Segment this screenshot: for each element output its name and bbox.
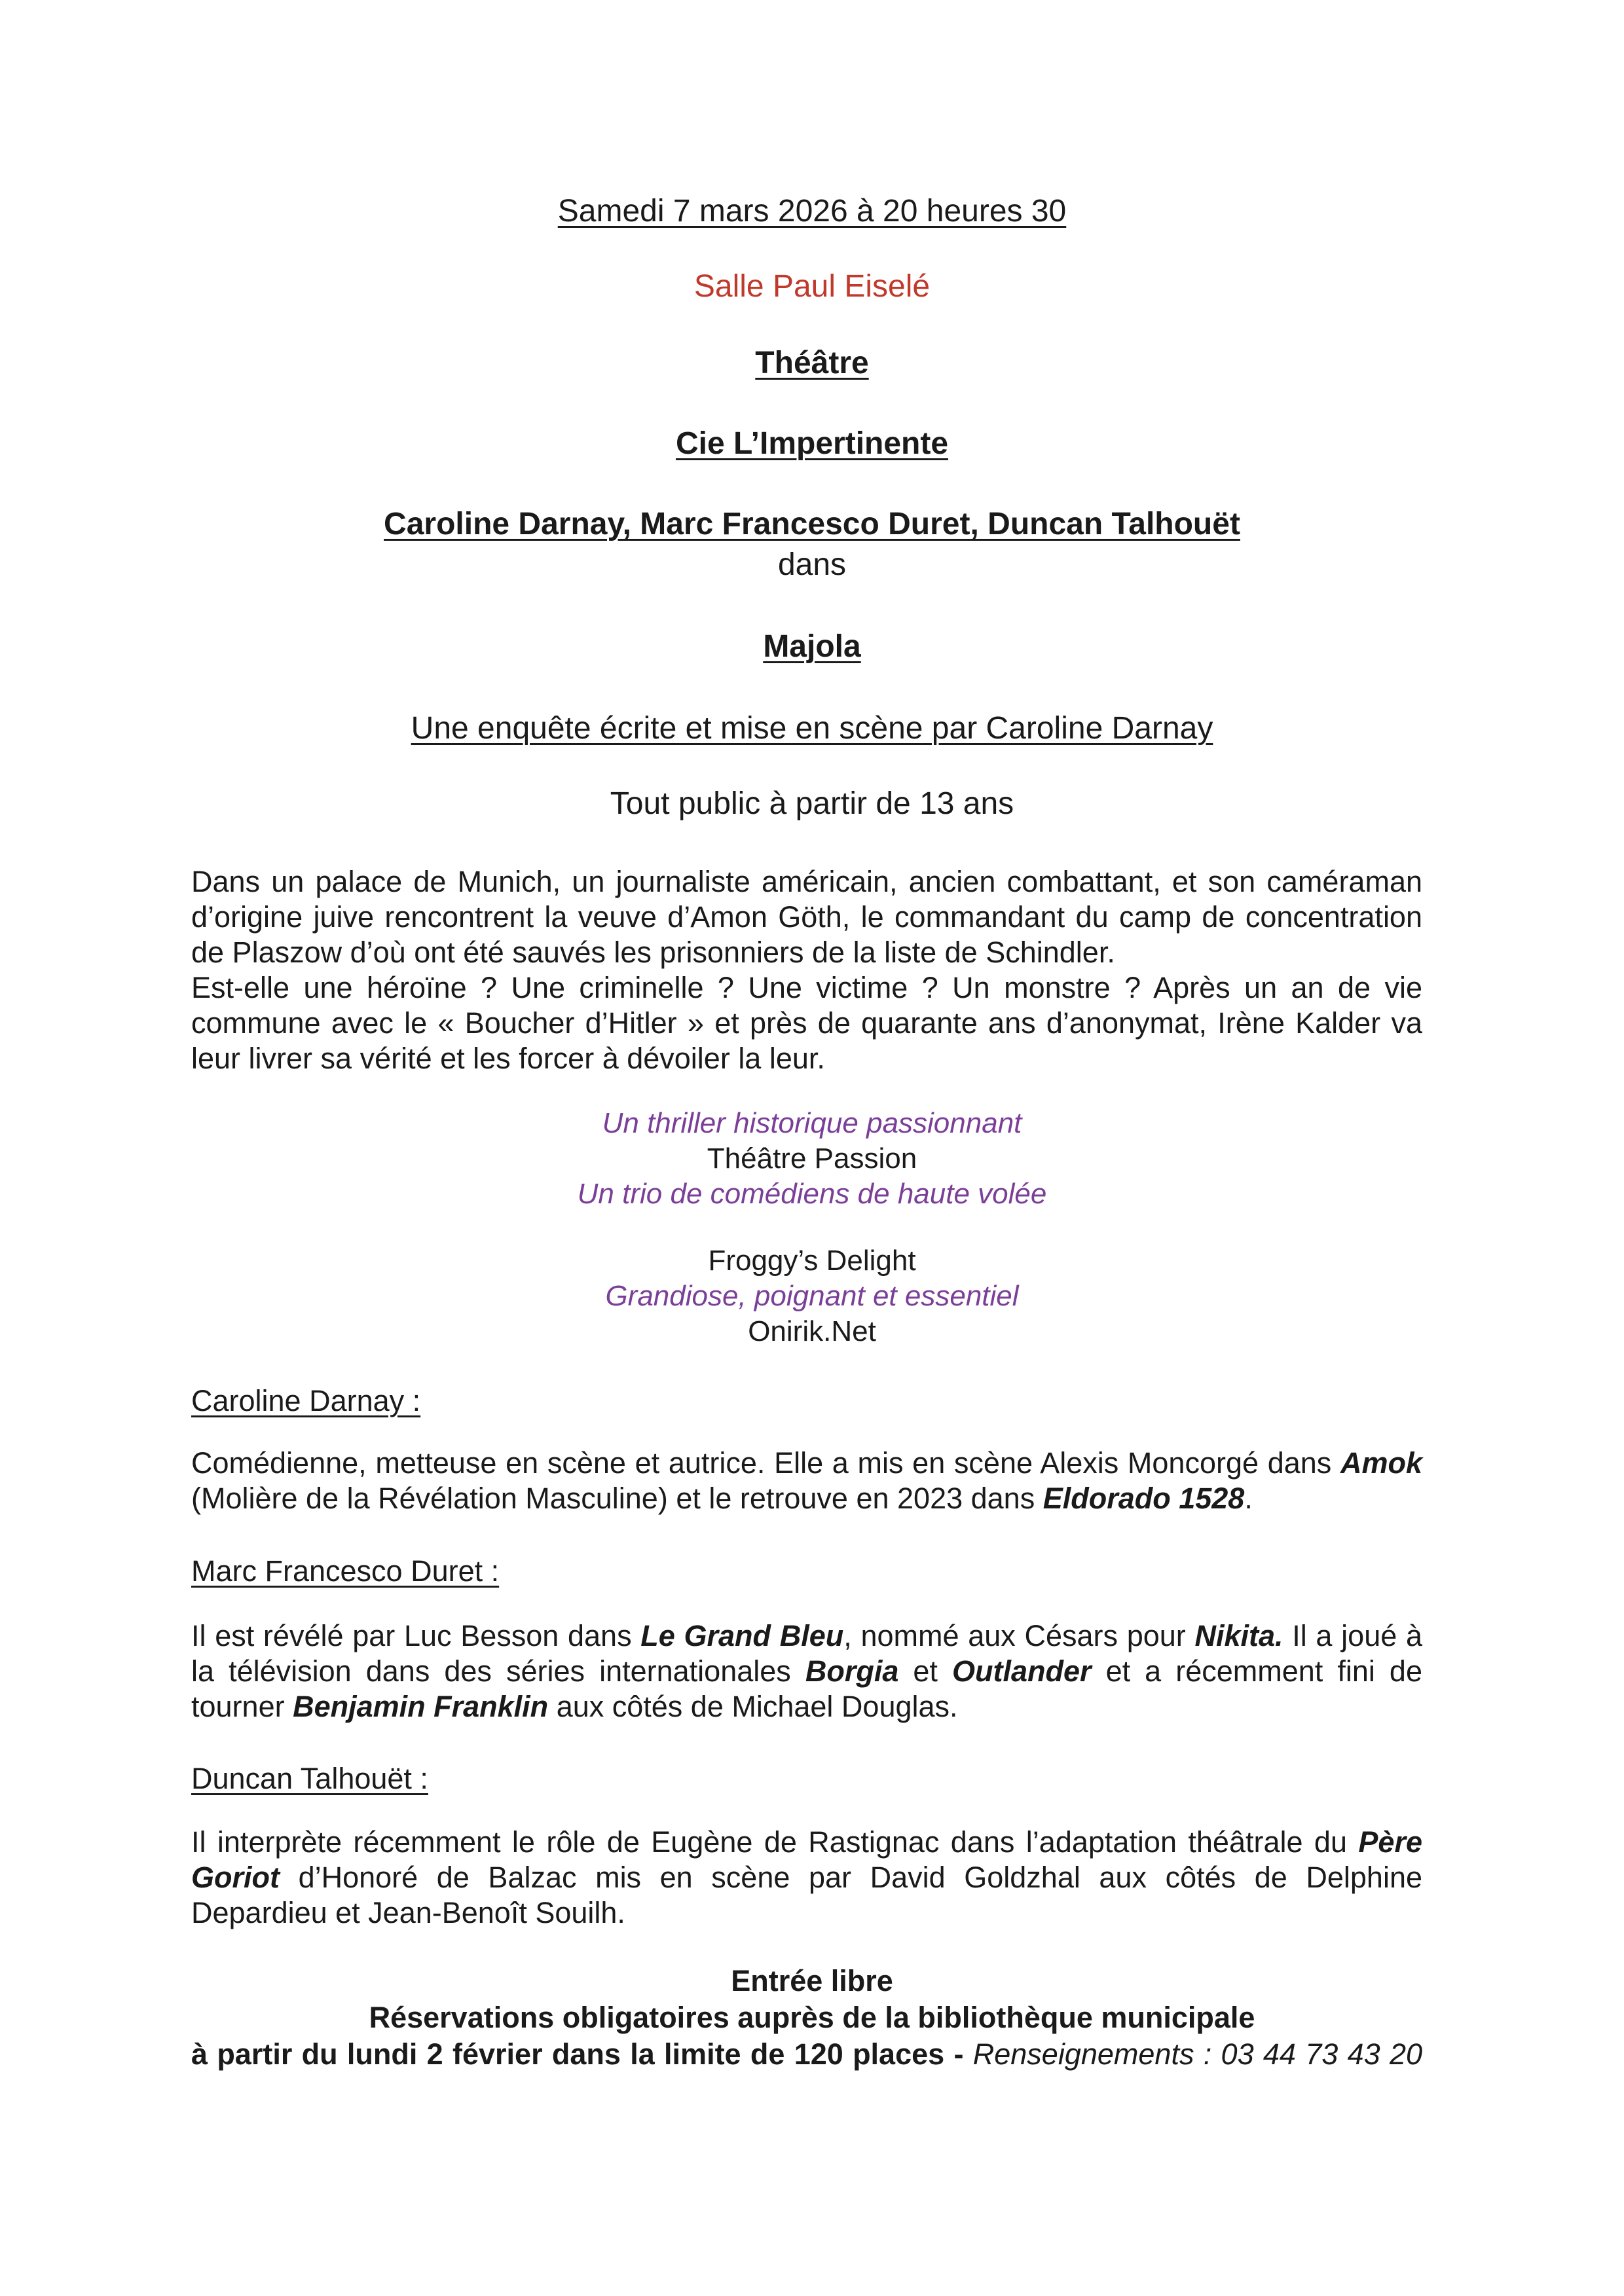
bio-text: et [898,1654,952,1688]
bio-caroline [191,1446,1422,1516]
play-title: Majola [763,629,861,664]
bio-text: Il est révélé par Luc Besson dans [191,1619,641,1652]
bio-heading-caroline: Caroline Darnay : [191,1384,421,1417]
cast-list: Caroline Darnay, Marc Francesco Duret, Duncan Talhouët [384,507,1240,541]
press-quote-3: Grandiose, poignant et essentiel [605,1280,1019,1312]
synopsis-paragraph-1: Dans un palace de Munich, un journaliste américain, ancien combattant, et son caméraman d’origine juive rencontrent la veuve d’Amon Göth, le commandant du camp de concentration de Plaszow d’où ont été sauvés les prisonniers de la liste de Schindler. [191,865,1422,969]
bio-work-title: Eldorado 1528 [1043,1482,1245,1515]
bio-text: aux côtés de Michael Douglas. [548,1690,958,1723]
play-subtitle: Une enquête écrite et mise en scène par Caroline Darnay [411,711,1213,746]
event-venue: Salle Paul Eiselé [693,269,931,304]
bio-text: et a récemment fini de tourner [191,1654,1422,1723]
entry-free: Entrée libre [731,1964,893,1997]
bio-heading-marc: Marc Francesco Duret : [191,1554,500,1588]
press-source-2: Froggy’s Delight [708,1245,916,1277]
press-source-3: Onirik.Net [748,1315,876,1347]
bio-marc [191,1618,1422,1724]
reservation-period [191,2036,1422,2073]
bio-work-title: Père Goriot [191,1825,1422,1894]
audience-info: Tout public à partir de 13 ans [610,786,1014,821]
company-name: Cie L’Impertinente [675,426,949,461]
bio-text: Il a joué à la télévision dans des séries internationales [191,1619,1422,1688]
bio-text: d’Honoré de Balzac mis en scène par David Goldzhal aux côtés de Delphine Depardieu et Jean-Benoît Souilh. [191,1861,1422,1929]
press-source-1: Théâtre Passion [707,1142,917,1175]
contact-phone: Renseignements : 03 44 73 43 20 [972,2037,1422,2071]
bio-text: Il interprète récemment le rôle de Eugène de Rastignac dans l’adaptation théâtrale du [191,1825,1359,1859]
bio-text: Comédienne, metteuse en scène et autrice. Elle a mis en scène Alexis Moncorgé dans [191,1446,1340,1480]
bio-work-title: Le Grand Bleu [640,1619,844,1652]
bio-text: (Molière de la Révélation Masculine) et le retrouve en 2023 dans [191,1482,1043,1515]
event-date: Samedi 7 mars 2026 à 20 heures 30 [557,194,1067,228]
press-quote-1: Un thriller historique passionnant [602,1107,1022,1139]
bio-heading-duncan: Duncan Talhouët : [191,1762,428,1795]
dans-label: dans [777,547,847,582]
press-quote-2: Un trio de comédiens de haute volée [577,1178,1047,1210]
synopsis-paragraph-2: Est-elle une héroïne ? Une criminelle ? Une victime ? Un monstre ? Après un an de vie commune avec le « Boucher d’Hitler » et près de quarante ans d’anonymat, Irène Kalder va leur livrer sa vérité et les forcer à dévoiler la leur. [191,971,1422,1075]
bio-work-title: Amok [1340,1446,1422,1480]
bio-work-title: Benjamin Franklin [293,1690,549,1723]
bio-text: , nommé aux Césars pour [843,1619,1195,1652]
bio-text: . [1244,1482,1253,1515]
synopsis [191,864,1422,1076]
bio-work-title: Borgia [805,1654,899,1688]
bio-duncan [191,1825,1422,1931]
reservation-period-text: à partir du lundi 2 février dans la limite de 120 places - [191,2037,973,2071]
reservations-info: Réservations obligatoires auprès de la bibliothèque municipale [369,2001,1255,2034]
event-genre: Théâtre [755,346,869,380]
bio-work-title: Outlander [951,1654,1092,1688]
bio-work-title: Nikita. [1194,1619,1283,1652]
